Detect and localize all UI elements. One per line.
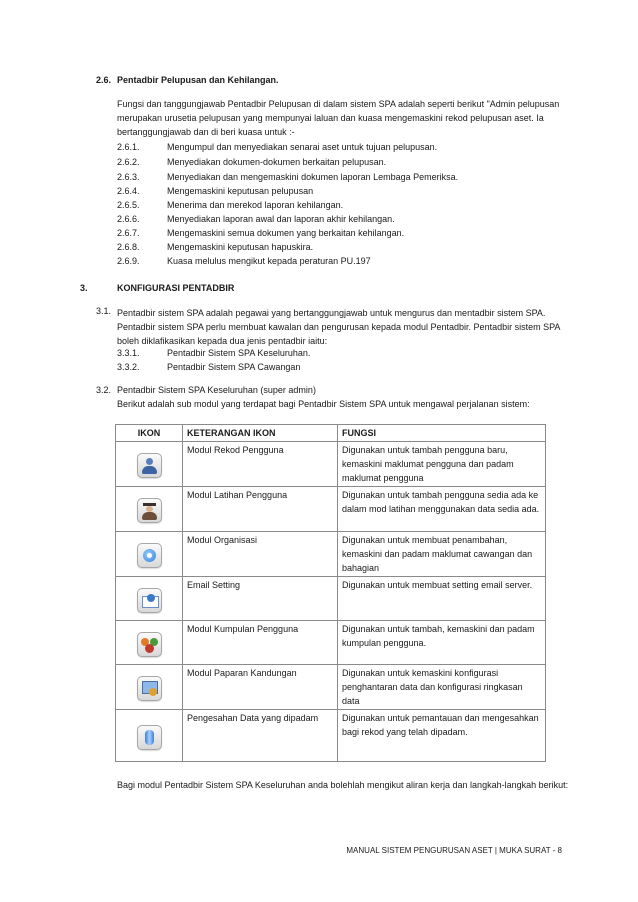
table-row [116,621,546,665]
function-line: bagi rekod yang telah dipadam. [342,727,468,737]
list-item-number: 2.6.3. [117,172,140,182]
list-item-text: Kuasa melulus mengikut kepada peraturan PU.197 [167,256,371,266]
list-item-number: 2.6.7. [117,228,140,238]
function-line: Digunakan untuk kemaskini konfigurasi [342,668,499,678]
column-header-ikon: IKON [116,425,183,442]
table-row [116,487,546,532]
paragraph-line: bertanggungjawab dan di beri kuasa untuk :- [117,127,295,137]
icon-description: Modul Paparan Kandungan [183,665,338,710]
table-row [116,532,546,577]
list-item-text: Pentadbir Sistem SPA Keseluruhan. [167,348,311,358]
icon-description: Modul Kumpulan Pengguna [183,621,338,665]
email-icon [137,588,162,613]
paragraph-line: Pentadbir sistem SPA perlu membuat kawalan dan pengurusan kepada modul Pentadbir. Pentadbir sistem SPA [117,322,561,332]
section-2-6-paragraph [117,97,567,139]
section-3-2-number: 3.2. [96,385,112,395]
list-item-text: Menyediakan laporan awal dan laporan akhir kehilangan. [167,214,395,224]
section-2-6-title: Pentadbir Pelupusan dan Kehilangan. [117,75,279,85]
icon-description: Modul Rekod Pengguna [183,442,338,487]
paragraph-line: boleh diklafikasikan kepada dua jenis pentadbir iaitu: [117,336,328,346]
section-3-title: KONFIGURASI PENTADBIR [117,283,235,293]
function-line: Digunakan untuk membuat penambahan, [342,535,508,545]
function-cell [338,710,546,762]
list-item-number: 3.3.2. [117,362,140,372]
list-item-number: 3.3.1. [117,348,140,358]
icon-cell [116,621,183,665]
section-3-2-line1: Pentadbir Sistem SPA Keseluruhan (super admin) [117,385,316,395]
user-group-icon [137,632,162,657]
section-3-1-number: 3.1. [96,306,112,316]
list-item-number: 2.6.5. [117,200,140,210]
icon-cell [116,487,183,532]
function-cell [338,442,546,487]
graduate-icon [137,498,162,523]
column-header-fungsi: FUNGSI [338,425,546,442]
section-2-6-number: 2.6. [96,75,112,85]
admin-modules-table [115,424,546,762]
icon-cell [116,532,183,577]
list-item-text: Mengemaskini keputusan pelupusan [167,186,314,196]
icon-description: Email Setting [183,577,338,621]
function-line: Digunakan untuk pemantauan dan mengesahkan [342,713,539,723]
organization-icon [137,543,162,568]
column-header-keterangan: KETERANGAN IKON [183,425,338,442]
table-header-row [116,425,546,442]
paragraph-line: merupakan urusetia pelupusan yang mempunyai laluan dan kuasa mengemaskini rekod pelupusan aset. Ia [117,113,544,123]
function-line: Digunakan untuk tambah pengguna sedia ada ke [342,490,539,500]
user-icon [137,453,162,478]
function-line: penghantaran data dan konfigurasi ringkasan [342,682,523,692]
function-cell [338,532,546,577]
page-footer: MANUAL SISTEM PENGURUSAN ASET | MUKA SURAT - 8 [346,846,562,855]
paragraph-line: Fungsi dan tanggungjawab Pentadbir Pelupusan di dalam sistem SPA adalah seperti berikut "Admin pelupusan [117,99,560,109]
closing-paragraph: Bagi modul Pentadbir Sistem SPA Keseluruhan anda bolehlah mengikut aliran kerja dan langkah-langkah berikut: [117,780,569,790]
function-line: kemaskini maklumat pengguna dan padam [342,459,514,469]
list-item-text: Mengemaskini keputusan hapuskira. [167,242,314,252]
paragraph-line: Pentadbir sistem SPA adalah pegawai yang bertanggungjawab untuk mengurus dan mentadbir sistem SPA. [117,308,546,318]
icon-description: Pengesahan Data yang dipadam [183,710,338,762]
table-row [116,665,546,710]
icon-description: Modul Latihan Pengguna [183,487,338,532]
function-line: data [342,696,360,706]
icon-description: Modul Organisasi [183,532,338,577]
list-item-text: Mengumpul dan menyediakan senarai aset untuk tujuan pelupusan. [167,142,438,152]
function-line: Digunakan untuk tambah pengguna baru, [342,445,508,455]
function-cell [338,487,546,532]
icon-cell [116,710,183,762]
table-row [116,710,546,762]
list-item-number: 2.6.8. [117,242,140,252]
display-settings-icon [137,676,162,701]
function-line: Digunakan untuk membuat setting email server. [342,580,533,590]
icon-cell [116,577,183,621]
list-item-text: Mengemaskini semua dokumen yang berkaitan kehilangan. [167,228,405,238]
list-item-text: Menyediakan dan mengemaskini dokumen laporan Lembaga Pemeriksa. [167,172,459,182]
function-line: kumpulan pengguna. [342,638,427,648]
list-item-text: Menyediakan dokumen-dokumen berkaitan pelupusan. [167,157,387,167]
icon-cell [116,442,183,487]
function-line: bahagian [342,563,380,573]
section-3-2-line2: Berikut adalah sub modul yang terdapat bagi Pentadbir Sistem SPA untuk mengawal perjalanan sistem: [117,399,530,409]
list-item-number: 2.6.4. [117,186,140,196]
table-row [116,577,546,621]
function-line: Digunakan untuk tambah, kemaskini dan padam [342,624,535,634]
list-item-number: 2.6.6. [117,214,140,224]
function-cell [338,665,546,710]
function-line: dalam mod latihan menggunakan data sedia ada. [342,504,540,514]
function-cell [338,621,546,665]
database-icon [137,725,162,750]
list-item-number: 2.6.1. [117,142,140,152]
function-line: maklumat pengguna [342,473,424,483]
list-item-text: Menerima dan merekod laporan kehilangan. [167,200,344,210]
section-3-1-paragraph [117,306,577,348]
table-row [116,442,546,487]
icon-cell [116,665,183,710]
function-line: kemaskini dan padam maklumat cawangan dan [342,549,533,559]
list-item-text: Pentadbir Sistem SPA Cawangan [167,362,301,372]
list-item-number: 2.6.9. [117,256,140,266]
list-item-number: 2.6.2. [117,157,140,167]
section-3-number: 3. [80,283,88,293]
function-cell [338,577,546,621]
